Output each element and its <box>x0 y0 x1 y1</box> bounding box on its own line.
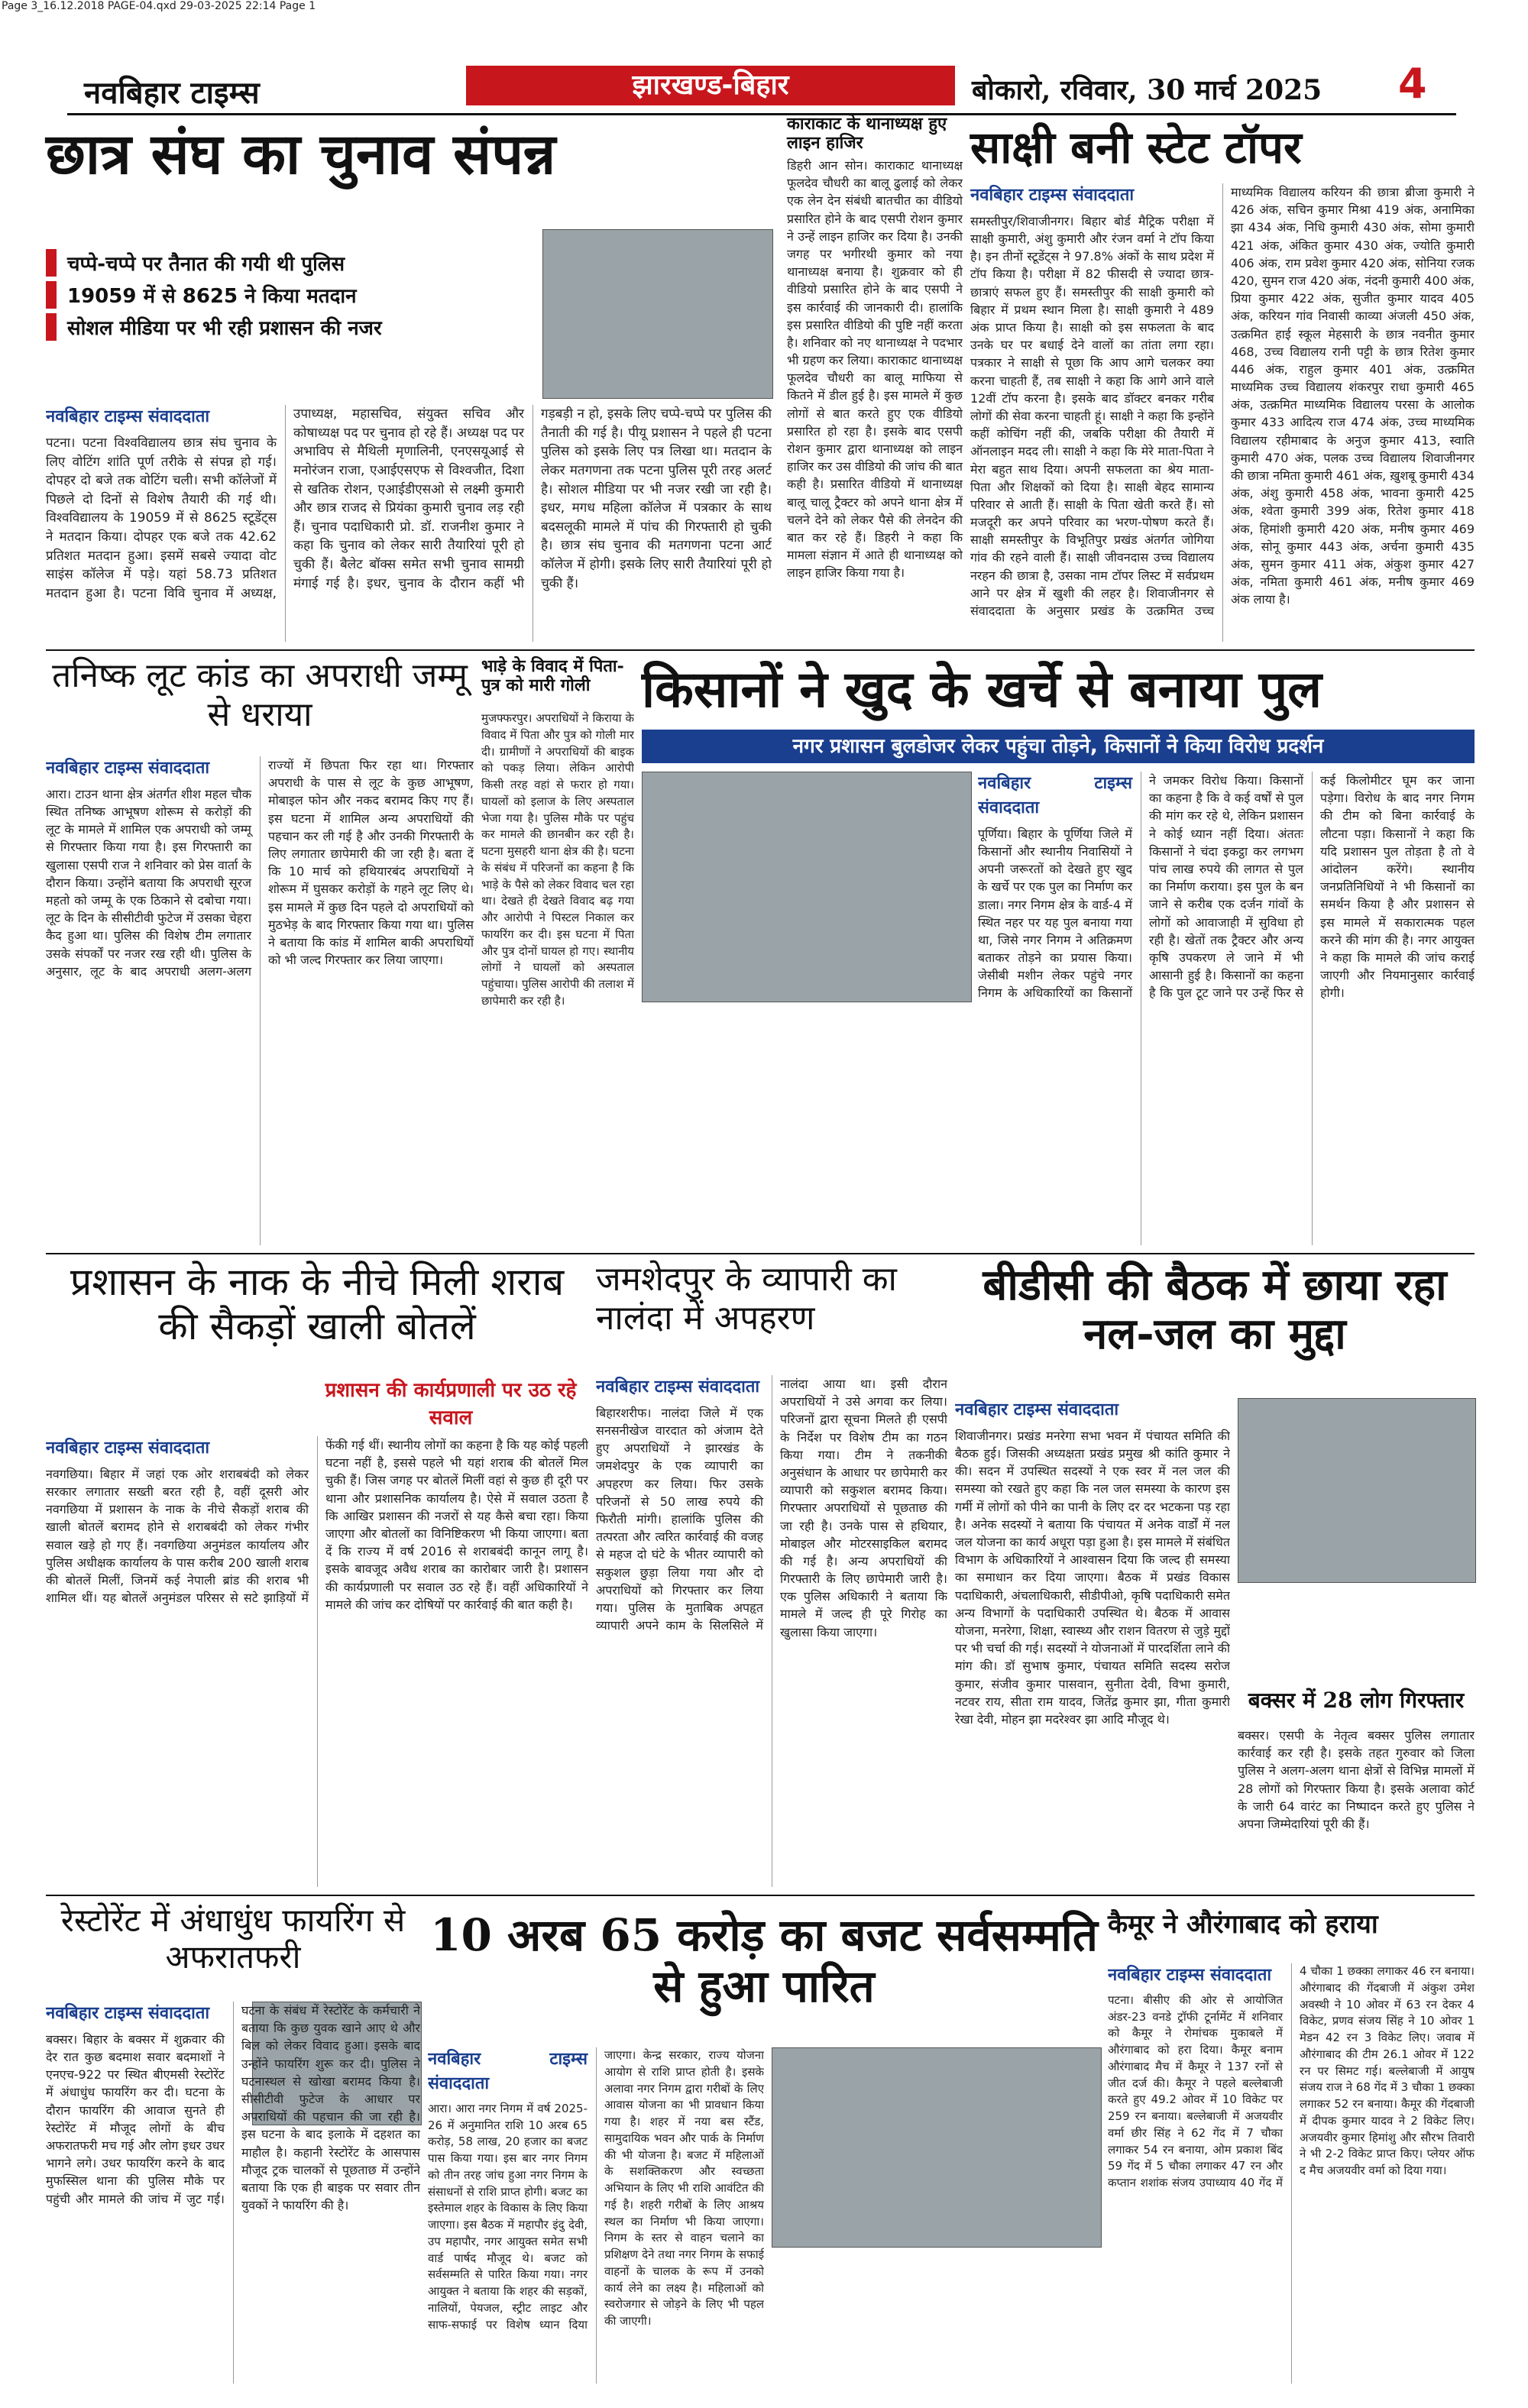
budget-photo <box>772 2047 1102 2248</box>
karakat-headline: काराकाट के थानाध्यक्ष हुए लाइन हाजिर <box>787 114 947 154</box>
story1-headline: छात्र संघ का चुनाव संपन्न <box>46 121 556 187</box>
bdc-body <box>955 1398 1230 1887</box>
shooting-body: मुजफ्फरपुर। अपराधियों ने किराया के विवाद में पिता और पुत्र को गोली मार दी। ग्रामीणों ने अपराधियों की बाइक को पकड़ लिया। लेकिन आरोपी किसी तरह वहां से फरार हो गया। घायलों को इलाज के लिए अस्पताल भेजा गया है। पुलिस मौके पर पहुंच कर मामले की छानबीन कर रही है। घटना मुसहरी थाना क्षेत्र की है। घटना के संबंध में परिजनों का कहना है कि भाड़े के पैसे को लेकर विवाद चल रहा था। देखते ही देखते विवाद बढ़ गया और आरोपी ने पिस्टल निकाल कर फायरिंग कर दी। इस घटना में पिता और पुत्र दोनों घायल हो गए। स्थानीय लोगों ने घायलों को अस्पताल पहुंचाया। पुलिस आरोपी की तलाश में छापेमारी कर रही है। <box>481 711 634 1008</box>
story1-photo <box>542 229 773 399</box>
kaimur-byline: नवबिहार टाइम्स संवाददाता <box>1108 1966 1272 1985</box>
dateline: बोकारो, रविवार, 30 मार्च 2025 <box>972 74 1322 106</box>
shooting-headline: भाड़े के विवाद में पिता-पुत्र को मारी गोली <box>481 656 624 696</box>
bullet-item: चप्पे-चप्पे पर तैनात की गयी थी पुलिस <box>46 249 535 277</box>
bridge-subheadline: नगर प्रशासन बुलडोजर लेकर पहुंचा तोड़ने, किसानों ने किया विरोध प्रदर्शन <box>642 730 1475 763</box>
bullet-item: 19059 में से 8625 ने किया मतदान <box>46 281 535 309</box>
firing-body <box>46 2002 420 2384</box>
kaimur-headline: कैमूर ने औरंगाबाद को हराया <box>1108 1909 1378 1940</box>
story1-body <box>46 405 772 642</box>
topper-text: समस्तीपुर/शिवाजीनगर। बिहार बोर्ड मैट्रिक परीक्षा में साक्षी कुमारी, अंशु कुमारी और रंजन वर्मा ने टॉप किया है। इन तीनों स्टूडेंट्स ने 97.8% अंकों के साथ प्रदेश में टॉप किया है। परीक्षा में 82 फीसदी से ज्यादा छात्र-छात्राएं सफल हुए हैं। समस्तीपुर की साक्षी कुमारी को बिहार में प्रथम स्थान मिला है। साक्षी कुमारी ने 489 अंक प्राप्त किया है। साक्षी को इस सफलता के बाद उनके घर पर बधाई देने वालों का तांता लगा रहा। पत्रकार ने साक्षी से पूछा कि आप आगे चलकर क्या करना चाहती हैं, तब साक्षी ने कहा कि आगे आने वाले 12वीं टॉप करना है। इसके बाद डॉक्टर बनकर गरीब लोगों की सेवा करना चाहती हूं। साक्षी ने कहा कि इन्होंने कहीं कोचिंग नहीं की, जबकि परीक्षा की तैयारी में ऑनलाइन मदद ली। साक्षी ने कहा कि मेरे माता-पिता ने मेरा बहुत साथ दिया। अपनी सफलता का श्रेय माता-पिता और शिक्षकों को दिया है। साक्षी बेहद सामान्य परिवार से आती हैं। साक्षी के पिता खेती करते हैं। सो मजदूरी कर अपने परिवार का भरण-पोषण करते हैं। साक्षी समस्तीपुर के विभूतिपुर प्रखंड अंतर्गत जोगिया गांव की रहने वाली हैं। साक्षी जीवनदास उच्च विद्यालय नरहन की छात्रा है, उसका नाम टॉपर लिस्ट में सर्वप्रथम आने पर क्षेत्र में खुशी की लहर है। शिवाजीनगर से संवाददाता के अनुसार प्रखंड के उत्क्रमित उच्च माध्यमिक विद्यालय करियन की छात्रा ब्रीजा कुमारी ने 426 अंक, सचिन कुमार मिश्रा 419 अंक, अनामिका झा 434 अंक, निधि कुमारी 430 अंक, सोमा कुमारी 421 अंक, अंकित कुमार 430 अंक, ज्योति कुमारी 406 अंक, राम प्रवेश कुमार 420 अंक, सोनिया रजक 420, सुमन राज 420 अंक, नंदनी कुमारी 400 अंक, प्रिया कुमार 422 अंक, सुजीत कुमार यादव 405 अंक, करियन गांव निवासी काव्या अंजली 450 अंक, उत्क्रमित हाई स्कूल मेहसारी के छात्र नवनीत कुमार 468, उच्च विद्यालय रानी पट्टी के छात्र रितेश कुमार 446 अंक, राहुल कुमार 401 अंक, उत्क्रमित माध्यमिक उच्च विद्यालय शंकरपुर राधा कुमारी 465 अंक, उत्क्रमित माध्यमिक विद्यालय परसा के आलोक कुमार 433 आदित्य राज 474 अंक, उच्च माध्यमिक विद्यालय रहीमाबाद के अनुज कुमार 413, स्वाति कुमारी 470 अंक, पलक उच्च विद्यालय शिवाजीनगर की छात्रा नमिता कुमारी 461 अंक, ख़ुशबू कुमारी 434 अंक, अंशु कुमारी 458 अंक, भावना कुमारी 425 अंक, श्वेता कुमारी 399 अंक, रितेश कुमार 418 अंक, हिमांशी कुमारी 420 अंक, मनीष कुमार 469 अंक, सोनू कुमार 443 अंक, अर्चना कुमारी 435 अंक, सुमन कुमार 411 अंक, अंकुश कुमार 427 अंक, नमिता कुमारी 461 अंक, मनीष कुमार 469 अंक लाया है। <box>970 185 1475 619</box>
kaimur-text: पटना। बीसीए की ओर से आयोजित अंडर-23 वनडे ट्रॉफी टूर्नामेंट में शनिवार को कैमूर ने रोमांचक मुकाबले में औरंगाबाद को हरा दिया। कैमूर बनाम औरंगाबाद मैच में कैमूर ने 137 रनों से जीत दर्ज की। कैमूर ने पहले बल्लेबाजी करते हुए 49.2 ओवर में 10 विकेट पर 259 रन बनाया। बल्लेबाजी में अजयवीर वर्मा छीर सिंह ने 62 गेंद में 7 चौका लगाकर 54 रन बनाया, ओम प्रकाश बिंद 59 गेंद में 5 चौका लगाकर 47 रन और कप्तान शशांक संजय उपाध्याय 40 गेंद में 4 चौका 1 छक्का लगाकर 46 रन बनाया। औरंगाबाद की गेंदबाजी में अंकुश उमेश अवस्थी ने 10 ओवर में 63 रन देकर 4 विकेट, प्रणव संजय सिंह ने 10 ओवर 1 मेडन 42 रन 3 विकेट लिए। जवाब में औरंगाबाद की टीम 26.1 ओवर में 122 रन पर सिमट गई। बल्लेबाजी में आयुष संजय राज ने 68 गेंद में 3 चौका 1 छक्का लगाकर 52 रन बनाया। कैमूर की गेंदबाजी में दीपक कुमार यादव ने 2 विकेट लिए। अजयवीर कुमार हिमांशु और सौरभ तिवारी ने भी 2-2 विकेट प्राप्त किए। प्लेयर ऑफ द मैच अजयवीर वर्मा को दिया गया। <box>1108 1964 1475 2190</box>
bridge-photo <box>642 772 972 1002</box>
budget-headline: 10 अरब 65 करोड़ का बजट सर्वसम्मति से हुआ पारित <box>430 1909 1098 2012</box>
divider <box>46 1895 1475 1896</box>
bridge-headline: किसानों ने खुद के खर्चे से बनाया पुल <box>642 659 1322 719</box>
jammu-byline: नवबिहार टाइम्स संवाददाता <box>46 759 210 778</box>
jammu-body <box>46 756 474 1245</box>
topper-headline: साक्षी बनी स्टेट टॉपर <box>970 121 1302 173</box>
buxar-arrest-headline: बक्सर में 28 लोग गिरफ्तार <box>1248 1688 1465 1713</box>
bdc-text: शिवाजीनगर। प्रखंड मनरेगा सभा भवन में पंचायत समिति की बैठक हुई। जिसकी अध्यक्षता प्रखंड प्रमुख श्री कांति कुमार ने की। सदन में उपस्थित सदस्यों ने एक स्वर में नल जल की समस्या को रखते हुए कहा कि नल जल समस्या के कारण इस गर्मी में लोगों को पीने का पानी के लिए दर दर भटकना पड़ रहा है। अनेक सदस्यों ने बताया कि पंचायत में अनेक वार्डों में नल जल योजना का कार्य अधूरा पड़ा हुआ है। इस मामले में संबंधित विभाग के अधिकारियों ने आश्वासन दिया कि जल्द ही समस्या का समाधान कर दिया जाएगा। बैठक में प्रखंड विकास पदाधिकारी, अंचलाधिकारी, सीडीपीओ, कृषि पदाधिकारी समेत अन्य विभागों के पदाधिकारी उपस्थित थे। बैठक में आवास योजना, मनरेगा, शिक्षा, स्वास्थ्य और राशन वितरण से जुड़े मुद्दों पर भी चर्चा की गई। सदस्यों ने योजनाओं में पारदर्शिता लाने की मांग की। डॉ सुभाष कुमार, पंचायत समिति सदस्य सरोज कुमार, संजीव कुमार पासवान, सुनीता देवी, विभा कुमारी, नटवर राय, सीता राम यादव, जितेंद्र कुमार झा, गीता कुमारी रेखा देवी, मोहन झा मदरेश्वर झा आदि मौजूद थे। <box>955 1428 1230 1727</box>
kaimur-body <box>1108 1963 1475 2384</box>
liquor-headline: प्रशासन के नाक के नीचे मिली शराब की सैकड़ों खाली बोतलें <box>70 1260 565 1348</box>
bdc-photo <box>1238 1398 1476 1583</box>
firing-headline: रेस्टोरेंट में अंधाधुंध फायरिंग से अफरातफरी <box>60 1901 406 1976</box>
firing-byline: नवबिहार टाइम्स संवाददाता <box>46 2004 210 2023</box>
topper-body <box>970 183 1475 642</box>
bridge-byline: नवबिहार टाइम्स संवाददाता <box>978 774 1132 817</box>
divider <box>46 649 1475 651</box>
jamshedpur-headline: जमशेदपुर के व्यापारी का नालंदा में अपहरण <box>596 1260 897 1338</box>
jamshedpur-body <box>596 1375 947 1887</box>
page-number: 4 <box>1398 60 1427 108</box>
bullet-item: सोशल मीडिया पर भी रही प्रशासन की नजर <box>46 313 535 341</box>
bdc-headline: बीडीसी की बैठक में छाया रहा नल-जल का मुद्दा <box>983 1260 1447 1360</box>
jamshedpur-text: बिहारशरीफ। नालंदा जिले में एक सनसनीखेज वारदात को अंजाम देते हुए अपराधियों ने झारखंड के जमशेदपुर के एक व्यापारी का अपहरण कर लिया। फिर उसके परिजनों से 50 लाख रुपये की फिरौती मांगी। हालांकि पुलिस की तत्परता और त्वरित कार्रवाई की वजह से महज दो घंटे के भीतर व्यापारी को सकुशल छुड़ा लिया गया और दो अपराधियों को गिरफ्तार कर लिया गया। पुलिस के मुताबिक अपहृत व्यापारी अपने काम के सिलसिले में नालंदा आया था। इसी दौरान अपराधियों ने उसे अगवा कर लिया। परिजनों द्वारा सूचना मिलते ही एसपी के निर्देश पर विशेष टीम का गठन किया गया। टीम ने तकनीकी अनुसंधान के आधार पर छापेमारी कर व्यापारी को सकुशल बरामद किया। गिरफ्तार अपराधियों से पूछताछ की जा रही है। उनके पास से हथियार, मोबाइल और मोटरसाइकिल बरामद की गई है। अन्य अपराधियों की गिरफ्तारी के लिए छापेमारी जारी है। एक पुलिस अधिकारी ने बताया कि मामले में जल्द ही पूरे गिरोह का खुलासा किया जाएगा। <box>596 1377 947 1639</box>
liquor-subheadline: प्रशासन की कार्यप्रणाली पर उठ रहे सवाल <box>325 1379 577 1429</box>
story1-bullets <box>46 244 535 345</box>
karakat-body: डिहरी आन सोन। काराकाट थानाध्यक्ष फूलदेव चौधरी का बालू ढुलाई को लेकर एक लेन देन संबंधी बातचीत का वीडियो प्रसारित होने के बाद एसपी रोशन कुमार ने उन्हें लाइन हाजिर कर दिया है। उनकी जगह पर भगीरथी कुमार को नया थानाध्यक्ष बनाया है। शुक्रवार को ही वीडियो प्रसारित होने के बाद एसपी ने इस कार्रवाई की जानकारी दी। हालांकि इस प्रसारित वीडियो की पुष्टि नहीं करता है। शनिवार को नए थानाध्यक्ष ने पदभार भी ग्रहण कर लिया। काराकाट थानाध्यक्ष फूलदेव चौधरी का बालू माफिया से कितने में डील हुई है। इस मामले में कुछ लोगों से बात करते हुए एक वीडियो प्रसारित हो रहा है। इसके बाद एसपी रोशन कुमार द्वारा थानाध्यक्ष को लाइन हाजिर कर उस वीडियो की जांच की बात कही है। प्रसारित वीडियो में थानाध्यक्ष बालू चालू ट्रैक्टर को अपने थाना क्षेत्र में चलने देने को लेकर पैसे की लेनदेन की बात कर रहे हैं। डिहरी ने कहा कि मामला संज्ञान में आते ही थानाध्यक्ष को लाइन हाजिर किया गया है। <box>787 158 963 581</box>
jammu-headline: तनिष्क लूट कांड का अपराधी जम्मू से धराया <box>52 656 468 734</box>
divider <box>46 1253 1475 1254</box>
story1-text: पटना। पटना विश्वविद्यालय छात्र संघ चुनाव के लिए वोटिंग शांति पूर्ण तरीके से संपन्न हो गई। दोपहर दो बजे तक वोटिंग चली। सभी कॉलेजों में पिछले दो दिनों से विशेष तैयारी की गई थी। विश्वविद्यालय के 19059 में से 8625 स्टूडेंट्स ने मतदान किया। दोपहर एक बजे तक 42.62 प्रतिशत मतदान हुआ। इसमें सबसे ज्यादा वोट साइंस कॉलेज में पड़े। यहां 58.73 प्रतिशत मतदान हुआ है। पटना विवि चुनाव में अध्यक्ष, उपाध्यक्ष, महासचिव, संयुक्त सचिव और कोषाध्यक्ष पद पर चुनाव हो रहे हैं। अध्यक्ष पद पर अभाविप से मैथिली मृणालिनी, एनएसयूआई से मनोरंजन राजा, एआईएसएफ से विश्वजीत, दिशा से खतिक रोशन, एआईडीएसओ से लक्ष्मी कुमारी और छात्र राजद से प्रियंका कुमारी चुनाव लड़ रही हैं। चुनाव पदाधिकारी प्रो. डॉ. राजनीश कुमार ने कहा कि चुनाव को लेकर सारी तैयारियां पूरी हो चुकी हैं। बैलेट बॉक्स समेत सभी चुनाव सामग्री मंगाई गई है। इधर, चुनाव के दौरान कहीं भी गड़बड़ी न हो, इसके लिए चप्पे-चप्पे पर पुलिस की तैनाती की गई है। पीयू प्रशासन ने पहले ही पटना पुलिस को इसके लिए पत्र लिखा था। मतदान के लेकर मतगणना तक पटना पुलिस पूरी तरह अलर्ट है। सोशल मीडिया पर भी नजर रखी जा रही है। इधर, मगध महिला कॉलेज में पत्रकार के साथ बदसलूकी मामले में पांच की गिरफ्तारी हो चुकी है। छात्र संघ चुनाव की मतगणना पटना आर्ट कॉलेज में होगी। इसके लिए सारी तैयारियां पूरी हो चुकी हैं। <box>46 406 772 602</box>
liquor-byline: नवबिहार टाइम्स संवाददाता <box>46 1439 210 1458</box>
jamshedpur-byline: नवबिहार टाइम्स संवाददाता <box>596 1377 760 1397</box>
liquor-text: नवगछिया। बिहार में जहां एक ओर शराबबंदी को लेकर सरकार लगातार सख्ती बरत रही है, वहीं दूसरी ओर नवगछिया में प्रशासन के नाक के नीचे सैकड़ों शराब की खाली बोतलें बरामद होने से शराबबंदी को लेकर गंभीर सवाल खड़े हो गए हैं। नवगछिया अनुमंडल कार्यालय और पुलिस अधीक्षक कार्यालय के पास करीब 200 खाली शराब की बोतलें मिलीं, जिनमें कई नेपाली ब्रांड की शराब भी शामिल थीं। यह बोतलें अनुमंडल परिसर से सटे झाड़ियों में फेंकी गई थीं। स्थानीय लोगों का कहना है कि यह कोई पहली घटना नहीं है, इससे पहले भी यहां शराब की बोतलें मिल चुकी हैं। जिस जगह पर बोतलें मिलीं वहां से कुछ ही दूरी पर थाना और प्रशासनिक कार्यालय है। ऐसे में सवाल उठता है कि आखिर प्रशासन की नजरों से यह कैसे बचा रहा। किया जाएगा और बोतलों का विनिष्टिकरण भी किया जाएगा। बता दें कि राज्य में वर्ष 2016 से शराबबंदी कानून लागू है। इसके बावजूद अवैध शराब का कारोबार जारी है। प्रशासन की कार्यप्रणाली पर सवाल उठ रहे हैं। वहीं अधिकारियों ने मामले की जांच कर दोषियों पर कार्रवाई की बात कही है। <box>46 1438 588 1612</box>
bridge-text: पूर्णिया। बिहार के पूर्णिया जिले में किसानों और स्थानीय निवासियों ने अपनी जरूरतों को देखते हुए खुद के खर्चे पर एक पुल का निर्माण कर डाला। नगर निगम क्षेत्र के वार्ड-4 में स्थित नहर पर यह पुल बनाया गया था, जिसे नगर निगम ने अतिक्रमण बताकर तोड़ने का प्रयास किया। जेसीबी मशीन लेकर पहुंचे नगर निगम के अधिकारियों का किसानों ने जमकर विरोध किया। किसानों का कहना है कि वे कई वर्षों से पुल की मांग कर रहे थे, लेकिन प्रशासन ने कोई ध्यान नहीं दिया। अंततः किसानों ने चंदा इकट्ठा कर लगभग पांच लाख रुपये की लागत से पुल का निर्माण कराया। इस पुल के बन जाने से करीब एक दर्जन गांवों के लोगों को आवाजाही में सुविधा हो रही है। खेतों तक ट्रैक्टर और अन्य कृषि उपकरण ले जाने में भी आसानी हुई है। किसानों का कहना है कि पुल टूट जाने पर उन्हें फिर से कई किलोमीटर घूम कर जाना पड़ेगा। विरोध के बाद नगर निगम की टीम को बिना कार्रवाई के लौटना पड़ा। किसानों ने कहा कि यदि प्रशासन पुल तोड़ता है तो वे आंदोलन करेंगे। स्थानीय जनप्रतिनिधियों ने भी किसानों का समर्थन किया है और प्रशासन से इस मामले में सकारात्मक पहल करने की मांग की है। नगर आयुक्त ने कहा कि मामले की जांच कराई जाएगी और नियमानुसार कार्रवाई होगी। <box>978 773 1475 1001</box>
section-label: झारखण्ड-बिहार <box>466 66 955 105</box>
brand-name: नवबिहार टाइम्स <box>84 75 260 111</box>
liquor-body <box>46 1436 588 1887</box>
jammu-text: आरा। टाउन थाना क्षेत्र अंतर्गत शीश महल चौक स्थित तनिष्क आभूषण शोरूम से करोड़ों की लूट के मामले में शामिल एक अपराधी को जम्मू से गिरफ्तार किया गया है। इस गिरफ्तारी का खुलासा एसपी राज ने शनिवार को प्रेस वार्ता के दौरान किया। उन्होंने बताया कि अपराधी सूरज महतो को जम्मू के एक ठिकाने से दबोचा गया। लूट के दिन के सीसीटीवी फुटेज में उसका चेहरा कैद हुआ था। पुलिस की विशेष टीम लगातार उसके संपर्कों पर नजर रख रही थी। पुलिस के अनुसार, लूट के बाद अपराधी अलग-अलग राज्यों में छिपता फिर रहा था। गिरफ्तार अपराधी के पास से लूट के कुछ आभूषण, मोबाइल फोन और नकद बरामद किए गए हैं। इस घटना में शामिल अन्य अपराधियों की पहचान कर ली गई है और उनकी गिरफ्तारी के लिए लगातार छापेमारी की जा रही है। बता दें कि 10 मार्च को हथियारबंद अपराधियों ने शोरूम में घुसकर करोड़ों के गहने लूट लिए थे। इस मामले में कुछ दिन पहले दो अपराधियों को मुठभेड़ के बाद गिरफ्तार किया गया था। पुलिस ने बताया कि कांड में शामिल बाकी अपराधियों को भी जल्द गिरफ्तार कर लिया जाएगा। <box>46 758 474 979</box>
budget-body <box>428 2047 764 2384</box>
topper-byline: नवबिहार टाइम्स संवाददाता <box>970 186 1135 205</box>
buxar-arrest-body: बक्सर। एसपी के नेतृत्व बक्सर पुलिस लगातार कार्रवाई कर रही है। इसके तहत गुरुवार को जिला पुलिस ने अलग-अलग थाना क्षेत्रों से विभिन्न मामलों में 28 लोगों को गिरफ्तार किया है। इसके अलावा कोर्ट के जारी 64 वारंट का निष्पादन करते हुए पुलिस ने अपना जिम्मेदारियां पूरी की हैं। <box>1238 1728 1475 1831</box>
firing-text: बक्सर। बिहार के बक्सर में शुक्रवार की देर रात कुछ बदमाश सवार बदमाशों ने एनएच-922 पर स्थित बीएमसी रेस्टोरेंट में अंधाधुंध फायरिंग कर दी। घटना के दौरान फायरिंग की आवाज सुनते ही रेस्टोरेंट में मौजूद लोगों के बीच अफरातफरी मच गई और लोग इधर उधर भागने लगे। उधर फायरिंग करने के बाद मुफस्सिल थाना की पुलिस मौके पर पहुंची और मामले की जांच में जुट गई। घटना के संबंध में रेस्टोरेंट के कर्मचारी ने बताया कि कुछ युवक खाने आए थे और बिल को लेकर विवाद हुआ। इसके बाद उन्होंने फायरिंग शुरू कर दी। पुलिस ने घटनास्थल से खोखा बरामद किया है। सीसीटीवी फुटेज के आधार पर अपराधियों की पहचान की जा रही है। इस घटना के बाद इलाके में दहशत का माहौल है। कहानी रेस्टोरेंट के आसपास मौजूद ट्रक चालकों से पूछताछ में उन्होंने बताया कि एक ही बाइक पर सवार तीन युवकों ने फायरिंग की है। <box>46 2003 420 2213</box>
budget-text: आरा। आरा नगर निगम में वर्ष 2025-26 में अनुमानित राशि 10 अरब 65 करोड़, 58 लाख, 20 हजार का बजट पास किया गया। इस बार नगर निगम को तीन तरह जांच हुआ नगर निगम के संसाधनों से राशि प्राप्त होगी। बजट का इस्तेमाल शहर के विकास के लिए किया जाएगा। इस बैठक में महापौर इंदु देवी, उप महापौर, नगर आयुक्त समेत सभी वार्ड पार्षद मौजूद थे। बजट को सर्वसम्मति से पारित किया गया। नगर आयुक्त ने बताया कि शहर की सड़कों, नालियों, पेयजल, स्ट्रीट लाइट और साफ-सफाई पर विशेष ध्यान दिया जाएगा। केन्द्र सरकार, राज्य योजना आयोग से राशि प्राप्त होती है। इसके अलावा नगर निगम द्वारा गरीबों के लिए आवास योजना का भी प्रावधान किया गया है। शहर में नया बस स्टैंड, सामुदायिक भवन और पार्क के निर्माण की भी योजना है। बजट में महिलाओं के सशक्तिकरण और स्वच्छता अभियान के लिए भी राशि आवंटित की गई है। शहरी गरीबों के लिए आश्रय स्थल का निर्माण भी किया जाएगा। निगम के स्तर से वाहन चलाने का प्रशिक्षण देने तथा नगर निगम के सफाई वाहनों के चालक के रूप में उनको कार्य लेने का लक्ष्य है। महिलाओं को स्वरोजगार से जोड़ने के लिए भी पहल की जाएगी। <box>428 2048 764 2332</box>
budget-byline: नवबिहार टाइम्स संवाददाता <box>428 2050 588 2093</box>
bdc-byline: नवबिहार टाइम्स संवाददाता <box>955 1400 1119 1419</box>
bridge-body <box>978 772 1475 1245</box>
print-info: Page 3_16.12.2018 PAGE-04.qxd 29-03-2025 22:14 Page 1 <box>2 0 316 12</box>
story1-byline: नवबिहार टाइम्स संवाददाता <box>46 407 210 426</box>
